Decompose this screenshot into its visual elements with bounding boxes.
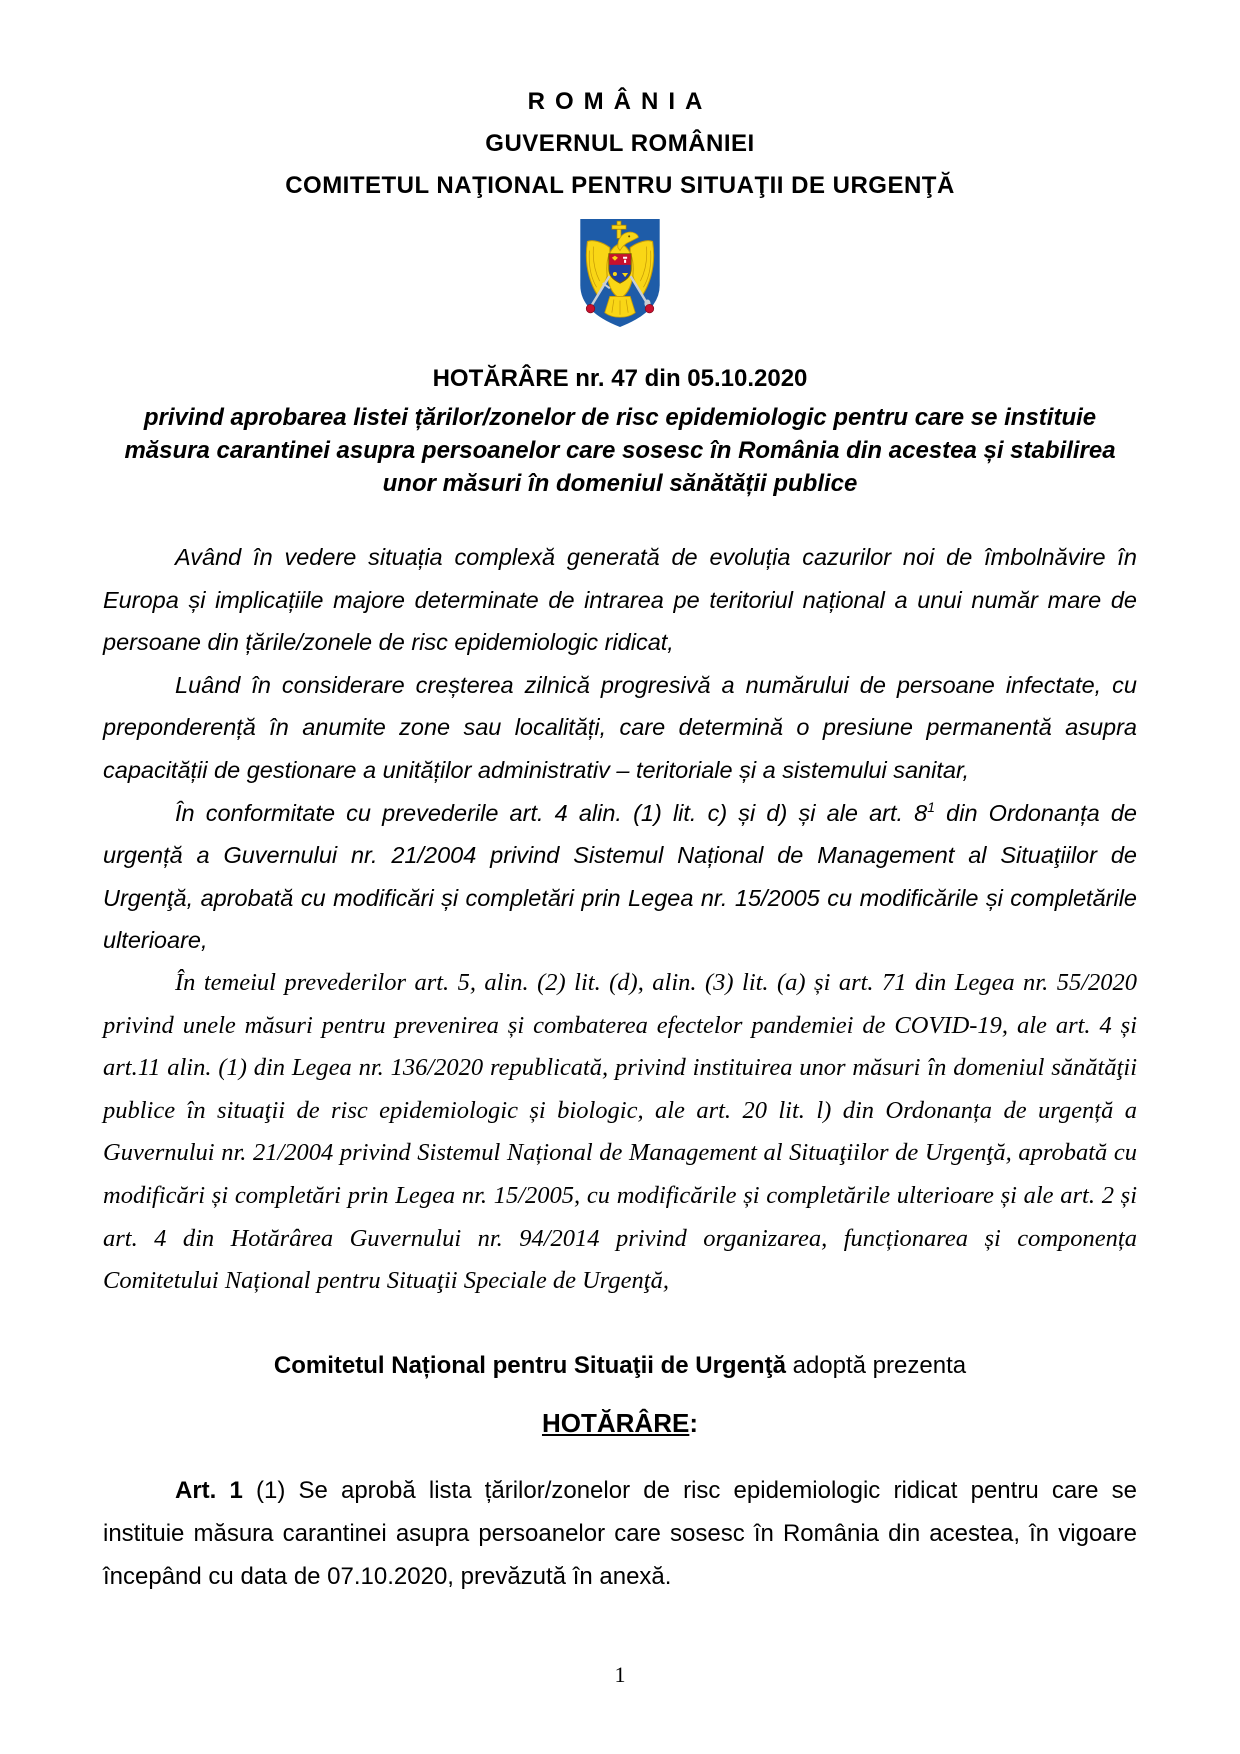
document-header (103, 88, 1137, 200)
enactment-committee-name: Comitetul Național pentru Situaţii de Urgenţă (273, 1351, 786, 1379)
paragraph-3-text-continued: din Ordonanța de urgență a Guvernului nr. 21/2004 privind Sistemul Național de Management al Situaţiilor de Urgenţă, aprobată cu modificări și completări prin Legea nr. 15/2005 cu modificările și completările ulterioare, (103, 799, 1137, 954)
document-title: HOTĂRÂRE nr. 47 din 05.10.2020 (432, 365, 808, 392)
paragraph-3-superscript: 1 (927, 798, 936, 815)
decision-word: HOTĂRÂRE (541, 1407, 690, 1438)
romania-coat-of-arms-icon (575, 216, 665, 330)
coat-of-arms-container (103, 216, 1137, 335)
header-country: ROMÂNIA (527, 88, 713, 115)
preamble-paragraph-1: Având în vedere situația complexă generată de evoluția cazurilor noi de îmbolnăvire în Europa și implicațiile majore determinate de intrarea pe teritoriul național a unui număr mare de persoane din țările/zonele de risc epidemiologic ridicat, (103, 544, 1137, 656)
header-government: GUVERNUL ROMÂNIEI (485, 130, 755, 157)
decision-heading (103, 1407, 1137, 1439)
preamble-paragraph-3 (103, 792, 1137, 962)
document-subtitle: privind aprobarea listei țărilor/zonelor de risc epidemiologic pentru care se instituie măsura carantinei asupra persoanelor care sosesc în România din acestea și stabilirea unor măsuri în domeniul sănătății publice (124, 404, 1116, 497)
article-1-text: (1) Se aprobă lista țărilor/zonelor de risc epidemiologic ridicat pentru care se instituie măsura carantinei asupra persoanelor care sosesc în România din acestea, în vigoare începând cu data de 07.10.2020, prevăzută în anexă. (103, 1476, 1137, 1590)
header-committee: COMITETUL NAŢIONAL PENTRU SITUAŢII DE URGENŢĂ (285, 172, 955, 199)
article-1 (103, 1469, 1137, 1598)
enactment-rest: adoptă prezenta (785, 1351, 967, 1379)
decision-colon: : (689, 1407, 698, 1438)
preamble-paragraph-2: Luând în considerare creșterea zilnică progresivă a numărului de persoane infectate, cu preponderență în anumite zone sau localități, care determină o presiune permanentă asupra capacității de gestionare a unităților administrativ – teritoriale și a sistemului sanitar, (103, 671, 1137, 783)
preamble-paragraph-4: În temeiul prevederilor art. 5, alin. (2) lit. (d), alin. (3) lit. (a) și art. 71 din Legea nr. 55/2020 privind unele măsuri pentru prevenirea și combaterea efectelor pandemiei de COVID-19, ale art. 4 și art.11 alin. (1) din Legea nr. 136/2020 republicată, privind instituirea unor măsuri în domeniul sănătăţii publice în situaţii de risc epidemiologic și biologic, ale art. 20 lit. l) din Ordonanța de urgență a Guvernului nr. 21/2004 privind Sistemul Național de Management al Situaţiilor de Urgenţă, aprobată cu modificări și completări prin Legea nr. 15/2005, cu modificările și completările ulterioare și ale art. 2 și art. 4 din Hotărârea Guvernului nr. 94/2014 privind organizarea, funcționarea și componența Comitetului Național pentru Situaţii Speciale de Urgenţă, (103, 968, 1137, 1295)
article-1-label: Art. 1 (175, 1476, 243, 1504)
page-number: 1 (614, 1662, 626, 1687)
enactment-line (103, 1351, 1137, 1381)
paragraph-3-text: În conformitate cu prevederile art. 4 alin. (1) lit. c) și d) și ale art. 8 (175, 799, 928, 826)
